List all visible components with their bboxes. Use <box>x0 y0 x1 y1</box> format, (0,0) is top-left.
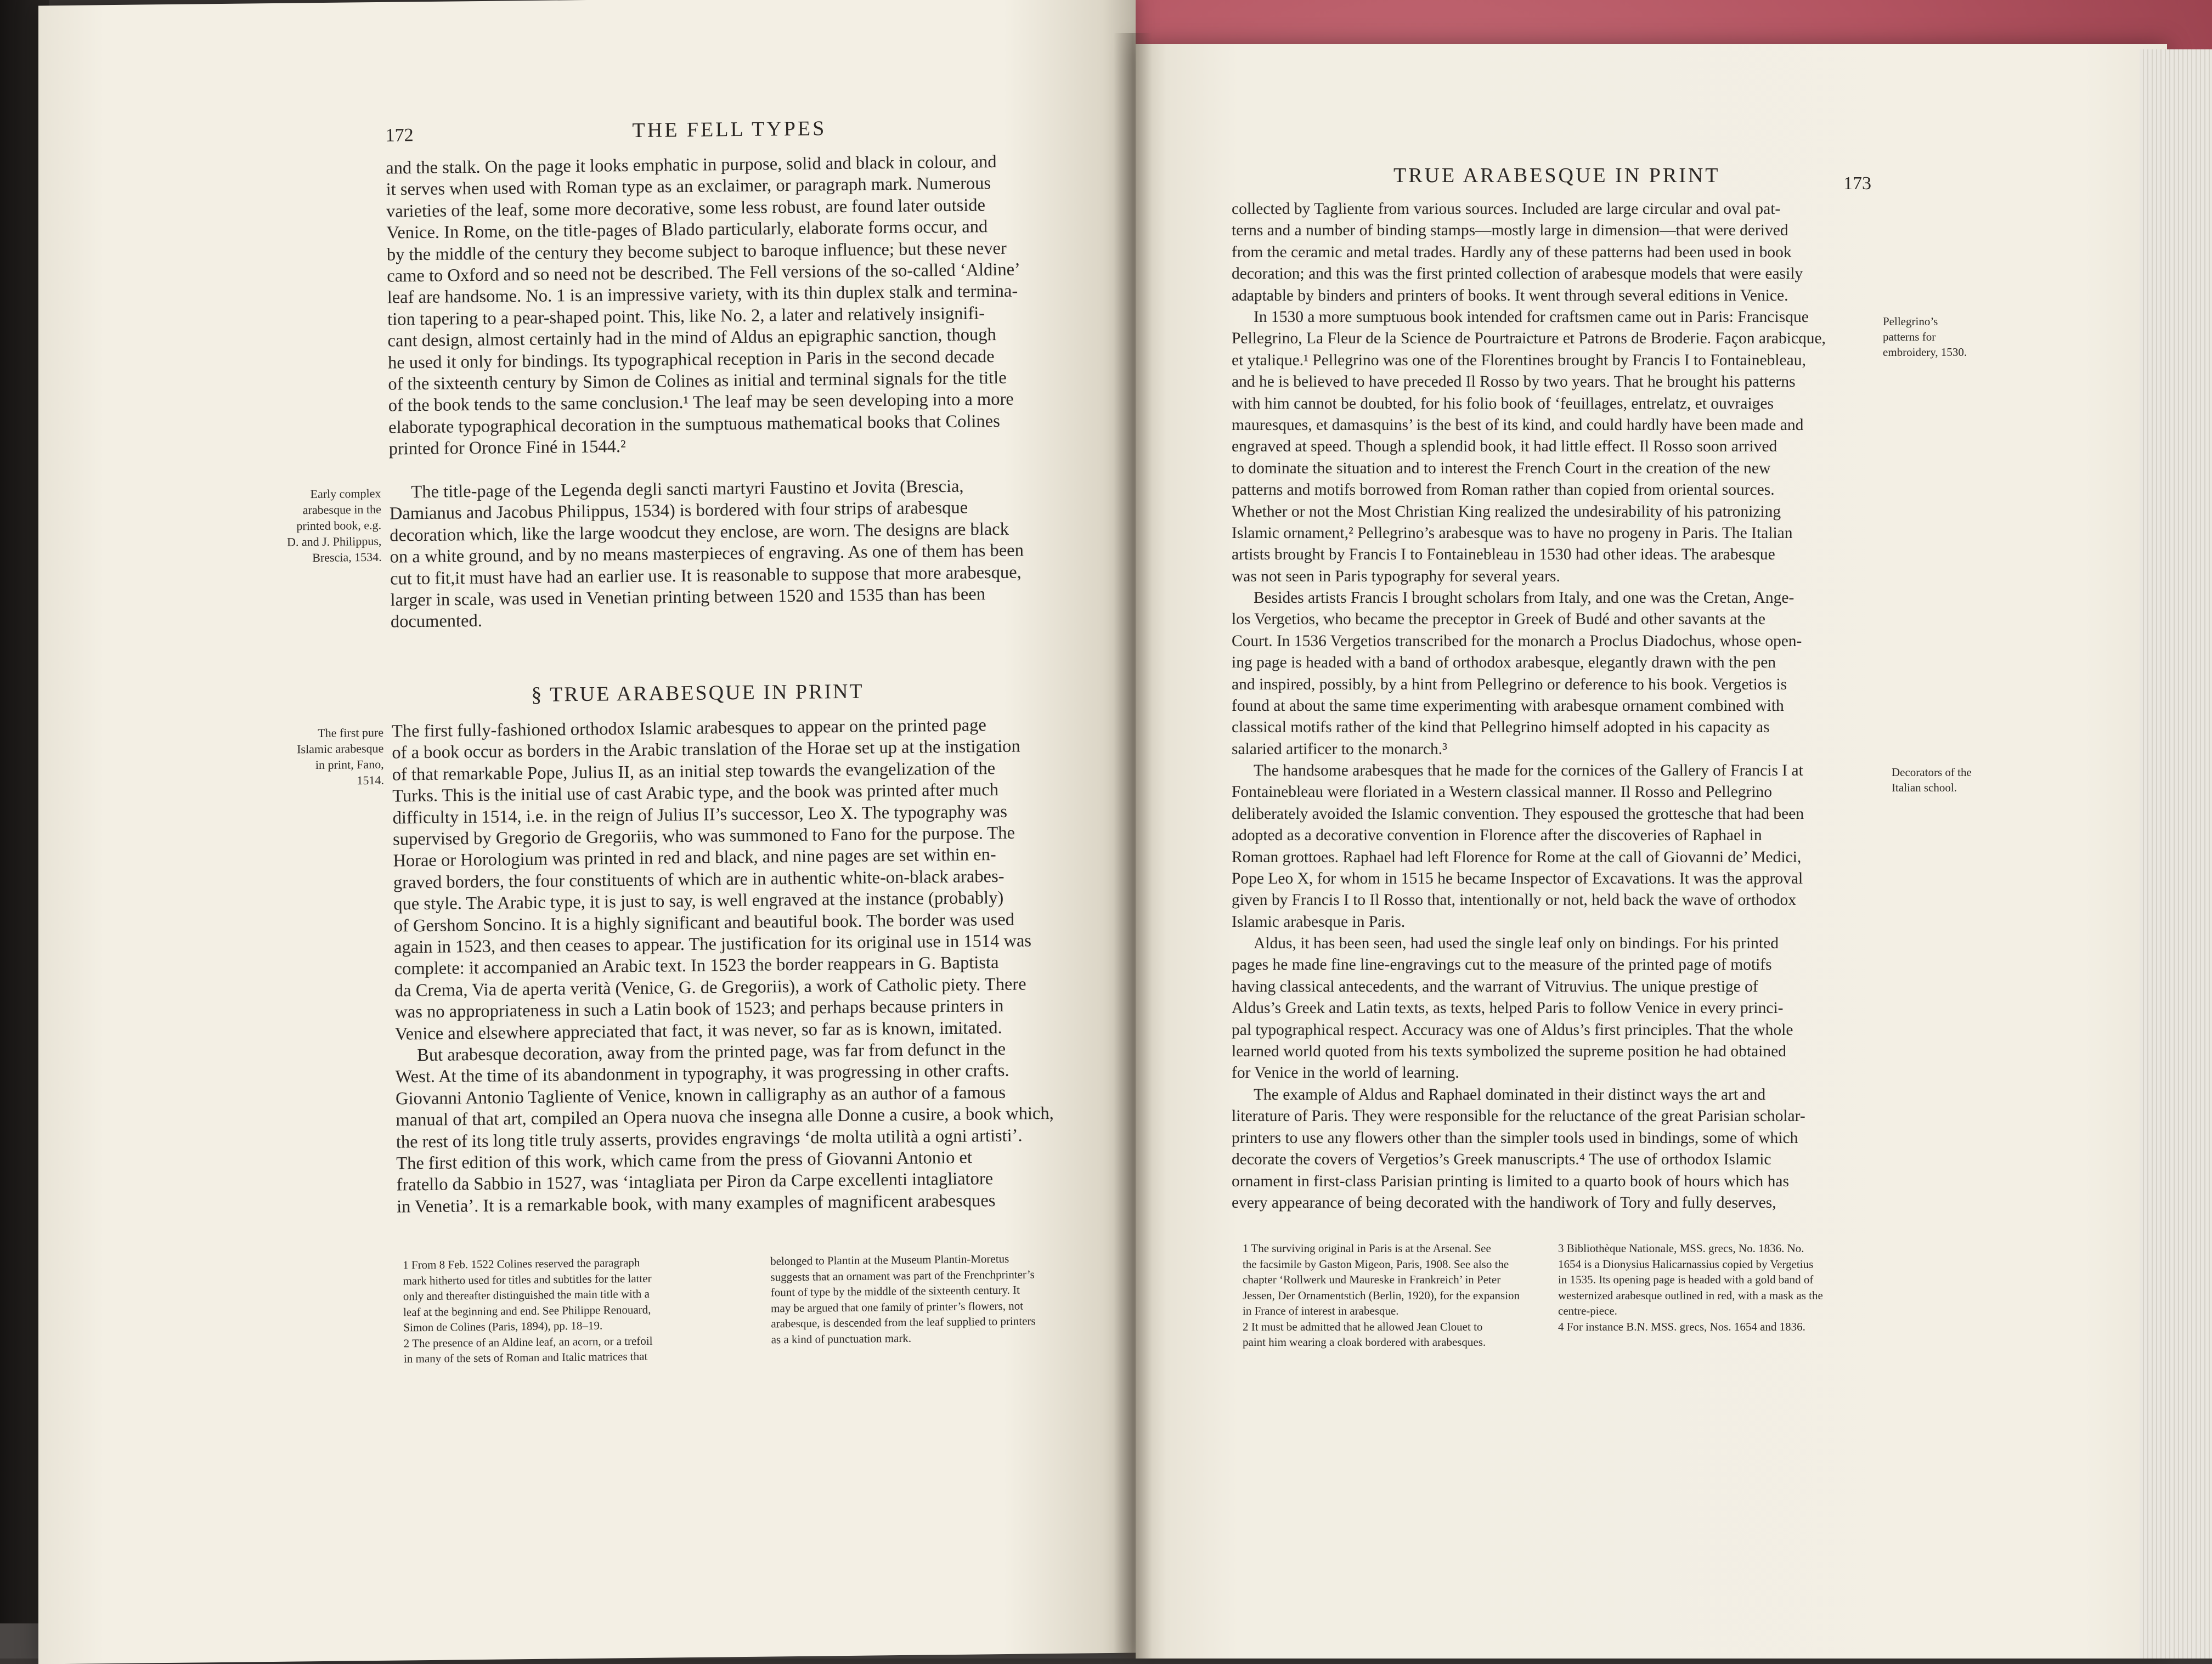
footnote-line: westernized arabesque outlined in red, with a mask as the <box>1558 1288 1823 1302</box>
text-line: documented. <box>390 611 483 632</box>
text-line: adopted as a decorative convention in Florence after the discoveries of Raphael in <box>1232 827 1762 845</box>
text-line: Islamic arabesque in Paris. <box>1232 913 1406 931</box>
left-para-4 <box>395 1038 1055 1218</box>
left-running-head: THE FELL TYPES <box>632 117 827 142</box>
text-line: The example of Aldus and Raphael dominated in their distinct ways the art and <box>1254 1086 1766 1103</box>
text-line: pages he made fine line-engravings cut to the measure of the printed page of motifs <box>1232 956 1772 974</box>
right-para-2 <box>1232 307 1826 587</box>
text-line: Venice. In Rome, on the title-pages of Blado particularly, elaborate forms occur, and <box>386 217 988 243</box>
right-para-4 <box>1232 760 1804 933</box>
side-note-line: Italian school. <box>1892 781 1957 794</box>
side-note-line: 1514. <box>357 773 385 788</box>
text-line: supervised by Gregorio de Gregoriis, who was summoned to Fano for the purpose. The <box>392 823 1015 850</box>
left-para-1 <box>386 151 1022 461</box>
footnote-line: Simon de Colines (Paris, 1894), pp. 18–19. <box>403 1318 603 1334</box>
text-line: The first edition of this work, which came from the press of Giovanni Antonio et <box>396 1147 973 1174</box>
footnote-line: the facsimile by Gaston Migeon, Paris, 1908. See also the <box>1243 1257 1509 1271</box>
left-footnotes-col-2 <box>770 1250 1036 1347</box>
text-line: from the ceramic and metal trades. Hardly any of these patterns had been used in book <box>1232 243 1792 261</box>
side-note-line: Decorators of the <box>1892 766 1972 779</box>
footnote-line: Jessen, Der Ornamentstich (Berlin, 1920), for the expansion <box>1243 1288 1520 1302</box>
text-line: adaptable by binders and printers of books. It went through several editions in Venice. <box>1232 286 1788 304</box>
footnote-line: only and thereafter distinguished the main title with a <box>403 1287 650 1303</box>
text-line: Roman grottoes. Raphael had left Florence for Rome at the call of Giovanni de’ Medici, <box>1232 848 1802 866</box>
left-side-note-2 <box>285 725 384 789</box>
text-line: Court. In 1536 Vergetios transcribed for the monarch a Proclus Diadochus, whose open- <box>1232 632 1802 650</box>
text-line: decoration; and this was the first printed collection of arabesque models that were easily <box>1232 265 1803 283</box>
text-line: salaried artificer to the monarch.³ <box>1232 740 1447 758</box>
text-line: leaf are handsome. No. 1 is an impressive variety, with its thin duplex stalk and termina- <box>387 281 1018 308</box>
text-line: But arabesque decoration, away from the printed page, was far from defunct in the <box>417 1039 1006 1066</box>
text-line: graved borders, the four constituents of which are in authentic white-on-black arabes- <box>393 866 1005 893</box>
text-line: decorate the covers of Vergetios’s Greek manuscripts.⁴ The use of orthodox Islamic <box>1232 1151 1771 1169</box>
text-line: of that remarkable Pope, Julius II, as an initial step towards the evangelization of the <box>392 758 996 785</box>
text-line: los Vergetios, who became the preceptor in Greek of Budé and other savants at the <box>1232 610 1765 629</box>
footnote-line: chapter ‘Rollwerk und Maureske in Frankreich’ in Peter <box>1243 1273 1501 1286</box>
left-footnotes-col-1 <box>403 1255 653 1367</box>
left-para-3 <box>392 714 1032 1045</box>
text-line: printed for Oronce Finé in 1544.² <box>388 437 626 459</box>
text-line: learned world quoted from his texts symbolized the supreme position he had obtained <box>1232 1043 1786 1061</box>
footnote-line: 1654 is a Dionysius Halicarnassius copied by Vergetius <box>1558 1257 1814 1271</box>
text-line: Giovanni Antonio Tagliente of Venice, known in calligraphy as an author of a famous <box>395 1082 1006 1109</box>
text-line: Fontainebleau were floriated in a Western classical manner. Il Rosso and Pellegrino <box>1232 783 1773 801</box>
text-line: with him cannot be doubted, for his folio book of ‘feuillages, entrelatz, et ouvraiges <box>1232 394 1774 412</box>
text-line: literature of Paris. They were responsible for the reluctance of the great Parisian scholar- <box>1232 1107 1805 1125</box>
text-line: The handsome arabesques that he made for the cornices of the Gallery of Francis I at <box>1254 762 1803 779</box>
text-line: Pope Leo X, for whom in 1515 he became Inspector of Excavations. It was the approval <box>1232 870 1803 888</box>
text-line: manual of that art, compiled an Opera nuova che insegna alle Donne a cusire, a book which, <box>396 1103 1054 1130</box>
right-running-head: TRUE ARABESQUE IN PRINT <box>1393 164 1720 187</box>
footnote-line: in France of interest in arabesque. <box>1243 1304 1399 1317</box>
text-line: fratello da Sabbio in 1527, was ‘intagliata per Piron da Carpe excellenti intagliatore <box>396 1169 994 1195</box>
text-line: da Crema, Via de aperta verità (Venice, G. de Gregoriis), a work of Catholic piety. There <box>394 974 1026 1001</box>
right-footnotes-col-2 <box>1558 1241 1823 1334</box>
text-line: ing page is headed with a band of orthodox arabesque, elegantly drawn with the pen <box>1232 654 1776 672</box>
side-note-line: patterns for <box>1883 330 1936 343</box>
side-note-line: Pellegrino’s <box>1883 315 1938 328</box>
side-note-line: D. and J. Philippus, <box>286 534 382 549</box>
footnote-line: 4 For instance B.N. MSS. grecs, Nos. 1654 and 1836. <box>1558 1320 1805 1333</box>
side-note-line: Brescia, 1534. <box>312 550 382 565</box>
text-line: Venice and elsewhere appreciated that fact, it was never, so far as is known, imitated. <box>394 1017 1002 1044</box>
text-line: he used it only for bindings. Its typographical reception in Paris in the second decade <box>387 346 995 373</box>
footnote-line: 2 The presence of an Aldine leaf, an acorn, or a trefoil <box>403 1334 653 1350</box>
right-para-6 <box>1232 1084 1805 1214</box>
text-line: elaborate typographical decoration in the sumptuous mathematical books that Colines <box>388 411 1000 438</box>
footnote-line: fount of type by the middle of the sixteenth century. It <box>770 1283 1020 1299</box>
text-line: it serves when used with Roman type as an exclaimer, or paragraph mark. Numerous <box>386 173 991 200</box>
text-line: Islamic ornament,² Pellegrino’s arabesque was to have no progeny in Paris. The Italian <box>1232 524 1793 542</box>
footnote-line: leaf at the beginning and end. See Philippe Renouard, <box>403 1303 651 1318</box>
text-line: came to Oxford and so need not be described. The Fell versions of the so-called ‘Aldine’ <box>387 259 1021 286</box>
text-line: and inspired, possibly, by a hint from Pellegrino or deference to his book. Vergetios is <box>1232 675 1787 693</box>
text-line: for Venice in the world of learning. <box>1232 1064 1459 1082</box>
text-line: terns and a number of binding stamps—mostly large in dimension—that were derived <box>1232 222 1788 240</box>
text-line: Aldus, it has been seen, had used the single leaf only on bindings. For his printed <box>1254 935 1779 952</box>
footnote-line: suggests that an ornament was part of the Frenchprinter’s <box>770 1267 1035 1283</box>
footnote-line: 2 It must be admitted that he allowed Jean Clouet to <box>1243 1320 1483 1333</box>
text-line: cut to fit,it must have had an earlier use. It is reasonable to suppose that more arabesque, <box>390 562 1022 589</box>
footnote-line: 1 The surviving original in Paris is at the Arsenal. See <box>1243 1242 1491 1255</box>
text-line: ornament in first-class Parisian printing is limited to a quarto book of hours which has <box>1232 1172 1789 1190</box>
text-line: artists brought by Francis I to Fontainebleau in 1530 had other ideas. The arabesque <box>1232 546 1775 564</box>
text-line: que style. The Arabic type, it is just to say, is well engraved at the instance (probably) <box>393 888 1004 914</box>
text-line: engraved at speed. Though a splendid book, it had little effect. Il Rosso soon arrived <box>1232 438 1778 456</box>
text-line: by the middle of the century they become subject to baroque influence; but these never <box>386 238 1007 265</box>
text-line: on a white ground, and by no means masterpieces of engraving. As one of them has been <box>390 540 1024 567</box>
side-note-line: The first pure <box>318 725 384 740</box>
footnote-line: as a kind of punctuation mark. <box>771 1331 912 1346</box>
text-line: patterns and motifs borrowed from Roman rather than copied from oriental sources. <box>1232 481 1775 499</box>
footnote-line: arabesque, is descended from the leaf supplied to printers <box>771 1314 1036 1331</box>
right-folio: 173 <box>1843 173 1871 194</box>
text-line: pal typographical respect. Accuracy was one of Aldus’s first principles. That the whole <box>1232 1021 1793 1039</box>
text-line: and the stalk. On the page it looks emphatic in purpose, solid and black in colour, and <box>386 151 997 178</box>
footnote-line: belonged to Plantin at the Museum Plantin-Moretus <box>770 1252 1009 1268</box>
right-side-note-2 <box>1892 765 1996 795</box>
text-line: and he is believed to have preceded Il Rosso by two years. That he brought his patterns <box>1232 373 1796 391</box>
left-folio: 172 <box>385 125 414 146</box>
text-line: found at about the same time experimenting with arabesque ornament combined with <box>1232 697 1784 715</box>
text-line: was not seen in Paris typography for several years. <box>1232 567 1560 585</box>
text-line: in Venetia’. It is a remarkable book, with many examples of magnificent arabesques <box>396 1190 996 1217</box>
text-line: of a book occur as borders in the Arabic translation of the Horae set up at the instigation <box>392 737 1020 763</box>
text-line: every appearance of being decorated with the handiwork of Tory and fully deserves, <box>1232 1194 1776 1212</box>
footnote-line: mark hitherto used for titles and subtitles for the latter <box>403 1271 652 1287</box>
text-line: Turks. This is the initial use of cast Arabic type, and the book was printed after much <box>392 780 999 806</box>
text-line: given by Francis I to Il Rosso that, intentionally or not, held back the wave of orthodox <box>1232 891 1797 909</box>
right-para-1 <box>1232 199 1803 307</box>
side-note-line: Early complex <box>310 486 381 501</box>
left-side-note-1 <box>282 485 382 566</box>
text-line: of Gershom Soncino. It is a highly significant and beautiful book. The border was used <box>393 909 1015 936</box>
right-footnotes-col-1 <box>1243 1241 1520 1350</box>
text-line: West. At the time of its abandonment in typography, it was progressing in other crafts. <box>395 1061 1009 1087</box>
text-line: of the book tends to the same conclusion.¹ The leaf may be seen developing into a more <box>388 389 1014 416</box>
text-line: difficulty in 1514, i.e. in the reign of Julius II’s successor, Leo X. The typography was <box>392 801 1008 828</box>
text-line: cant design, almost certainly had in the mind of Aldus an epigraphic sanction, though <box>387 325 996 351</box>
text-line: printers to use any flowers other than the simpler tools used in bindings, some of which <box>1232 1129 1798 1147</box>
text-line: collected by Tagliente from various sources. Included are large circular and oval pat- <box>1232 200 1781 218</box>
footnote-line: 1 From 8 Feb. 1522 Colines reserved the paragraph <box>403 1255 640 1272</box>
text-line: larger in scale, was used in Venetian printing between 1520 and 1535 than has been <box>390 584 986 610</box>
footnote-line: 3 Bibliothèque Nationale, MSS. grecs, No. 1836. No. <box>1558 1242 1804 1255</box>
footnote-line: in 1535. Its opening page is headed with a gold band of <box>1558 1273 1814 1286</box>
text-line: Pellegrino, La Fleur de la Science de Pourtraicture et Patrons de Broderie. Façon arabicque, <box>1232 330 1826 348</box>
text-line: again in 1523, and then ceases to appear. The justification for its original use in 1514 was <box>393 931 1032 958</box>
text-line: was no appropriateness in such a Latin book of 1523; and perhaps because printers in <box>394 996 1004 1022</box>
text-line: Aldus’s Greek and Latin texts, as texts, helped Paris to follow Venice in every princi- <box>1232 999 1784 1017</box>
text-line: classical motifs rather of the kind that Pellegrino himself adopted in his capacity as <box>1232 718 1770 737</box>
text-line: The title-page of the Legenda degli sancti martyri Faustino et Jovita (Brescia, <box>411 476 964 502</box>
text-line: Damianus and Jacobus Philippus, 1534) is bordered with four strips of arabesque <box>389 497 968 524</box>
footnote-line: centre-piece. <box>1558 1304 1617 1317</box>
book-gutter <box>1114 33 1152 1659</box>
text-line: Besides artists Francis I brought scholars from Italy, and one was the Cretan, Ange- <box>1254 589 1795 607</box>
text-line: tion tapering to a pear-shaped point. This, like No. 2, a later and relatively insignifi- <box>387 303 985 330</box>
text-line: varieties of the leaf, some more decorative, some less robust, are found later outside <box>386 195 986 222</box>
right-para-5 <box>1232 933 1793 1084</box>
side-note-line: embroidery, 1530. <box>1883 346 1967 359</box>
text-line: having classical antecedents, and the warrant of Vitruvius. The unique prestige of <box>1232 977 1758 995</box>
text-line: complete: it accompanied an Arabic text. In 1523 the border reappears in G. Baptista <box>394 953 999 980</box>
text-line: et ytalique.¹ Pellegrino was one of the Florentines brought by Francis I to Fontainebleau, <box>1232 351 1806 369</box>
footnote-line: in many of the sets of Roman and Italic matrices that <box>403 1349 648 1366</box>
section-heading: § TRUE ARABESQUE IN PRINT <box>531 680 864 706</box>
side-note-line: arabesque in the <box>302 502 381 517</box>
side-note-line: in print, Fano, <box>315 757 384 772</box>
text-line: mauresques, et damasquins’ is the best of its kind, and could hardly have been made and <box>1232 416 1804 434</box>
text-line: of the sixteenth century by Simon de Colines as initial and terminal signals for the title <box>388 367 1007 394</box>
text-line: In 1530 a more sumptuous book intended for craftsmen came out in Paris: Francisque <box>1254 308 1809 326</box>
text-line: Whether or not the Most Christian King realized the undesirability of his patronizing <box>1232 502 1781 520</box>
page-edges <box>2140 49 2212 1659</box>
side-note-line: Islamic arabesque <box>296 741 384 756</box>
right-side-note-1 <box>1883 314 1987 360</box>
text-line: Horae or Horologium was printed in red and black, and nine pages are set within en- <box>393 845 996 871</box>
left-para-2 <box>389 476 1024 633</box>
text-line: to dominate the situation and to interest the French Court in the creation of the new <box>1232 459 1771 477</box>
footnote-line: may be argued that one family of printer’s flowers, not <box>770 1299 1024 1315</box>
text-line: decoration which, like the large woodcut they enclose, are worn. The designs are black <box>390 519 1009 546</box>
text-line: deliberately avoided the Islamic convention. They espoused the grottesche that had been <box>1232 805 1804 823</box>
text-line: the rest of its long title truly asserts, provides engravings ‘de molta utilità a ogni artisti’. <box>396 1125 1023 1152</box>
footnote-line: paint him wearing a cloak bordered with arabesques. <box>1243 1335 1486 1349</box>
text-line: The first fully-fashioned orthodox Islamic arabesques to appear on the printed page <box>391 715 987 742</box>
side-note-line: printed book, e.g. <box>296 518 382 533</box>
right-para-3 <box>1232 587 1802 760</box>
